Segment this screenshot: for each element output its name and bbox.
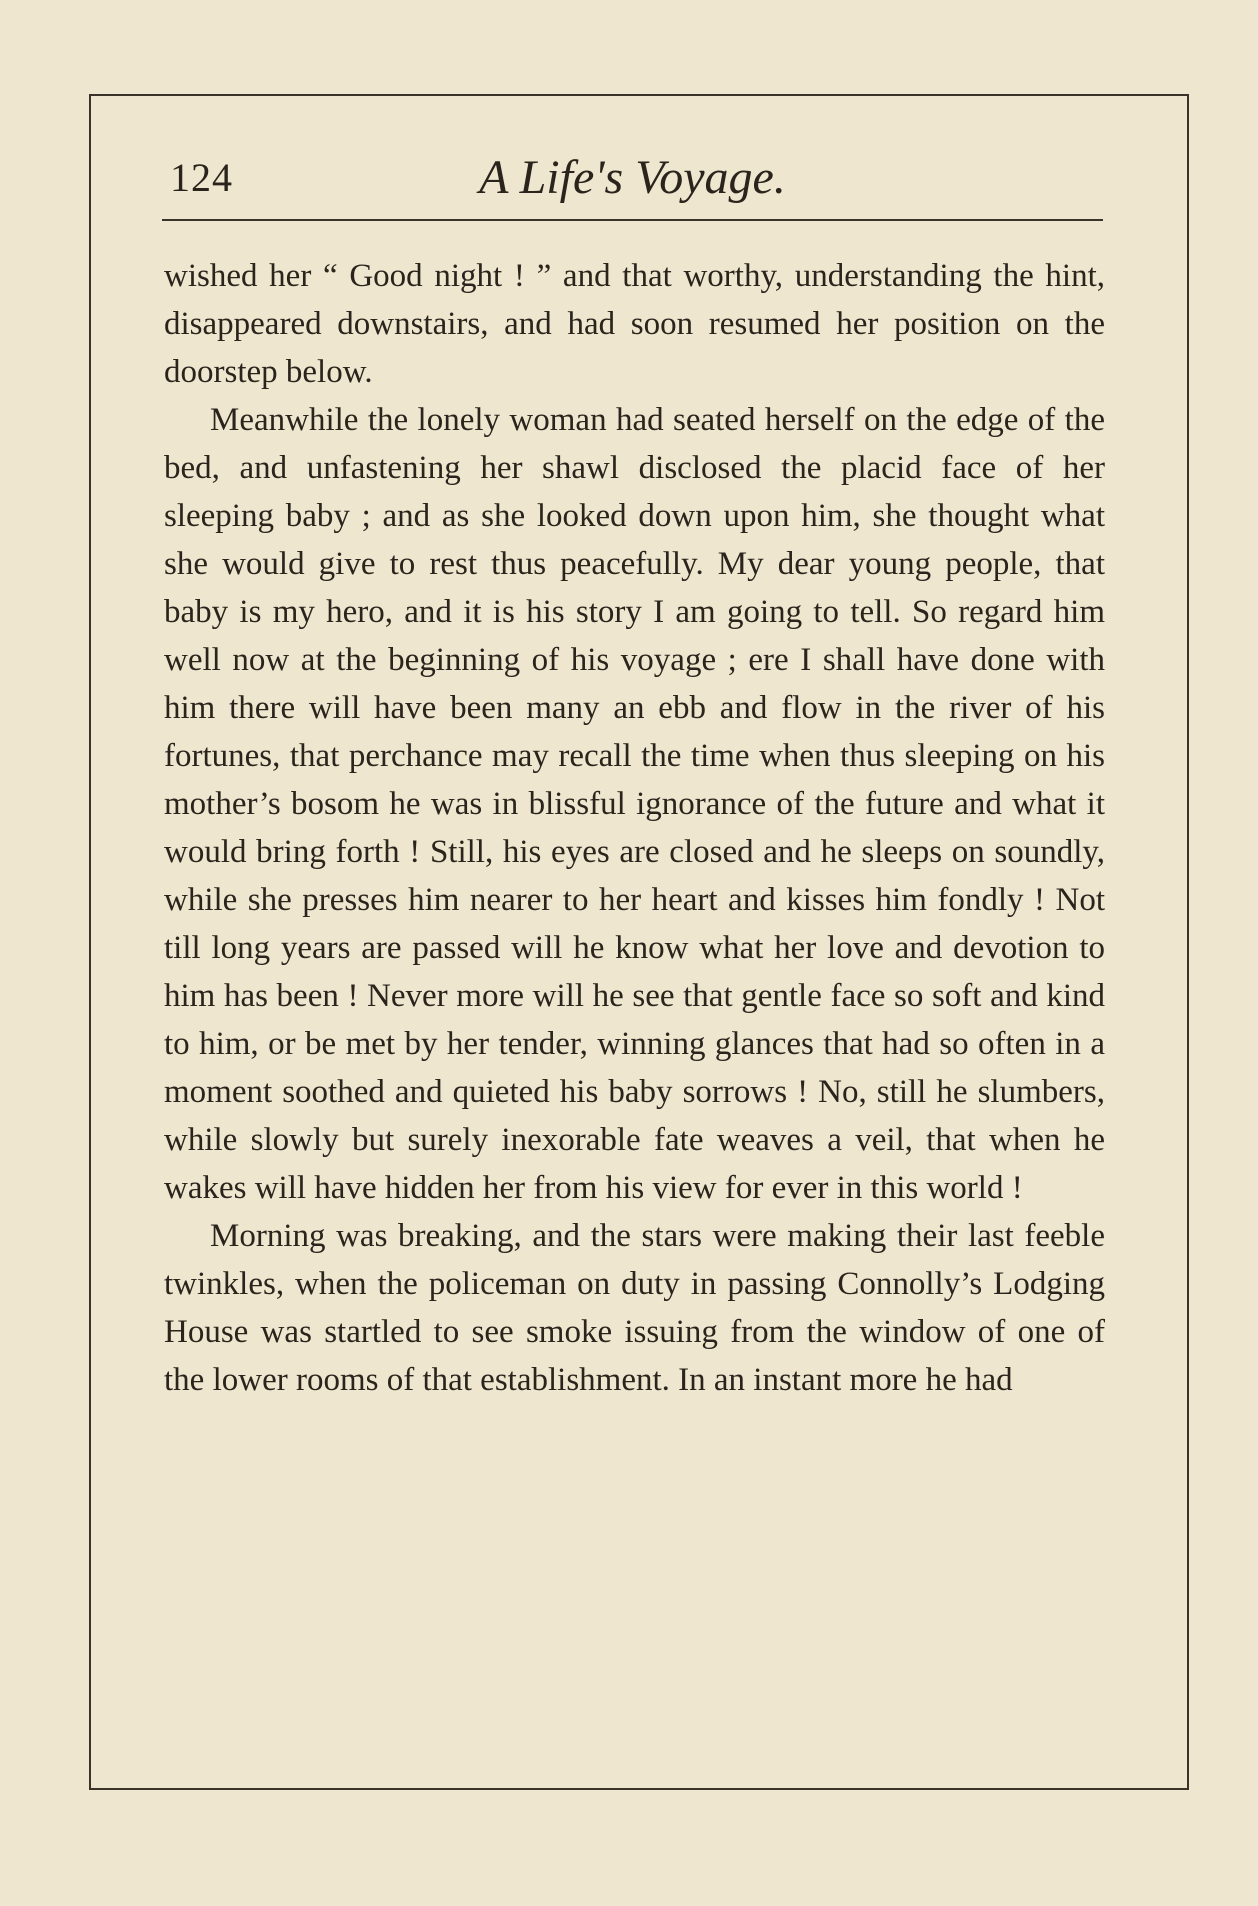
paragraph-continued: wished her “ Good night ! ” and that worthy, understanding the hint, disappeared downstairs, and had soon resumed her position on the doorstep below.: [164, 258, 1105, 390]
page-number: 124: [170, 155, 233, 200]
running-header: [162, 150, 1103, 220]
running-title: A Life's Voyage.: [479, 151, 786, 204]
paragraph: Meanwhile the lonely woman had seated herself on the edge of the bed, and unfastening her shawl disclosed the placid face of her sleeping baby ; and as she looked down upon him, she thought what she would give to rest thus peacefully. My dear young people, that baby is my hero, and it is his story I am going to tell. So regard him well now at the beginning of his voyage ; ere I shall have done with him there will have been many an ebb and flow in the river of his fortunes, that perchance may recall the time when thus sleeping on his mother’s bosom he was in blissful ignorance of the future and what it would bring forth ! Still, his eyes are closed and he sleeps on soundly, while she presses him nearer to her heart and kisses him fondly ! Not till long years are passed will he know what her love and devotion to him has been ! Never more will he see that gentle face so soft and kind to him, or be met by her tender, winning glances that had so often in a moment soothed and quieted his baby sorrows ! No, still he slumbers, while slowly but surely inexorable fate weaves a veil, that when he wakes will have hidden her from his view for ever in this world !: [164, 402, 1105, 1206]
header-rule: [162, 219, 1103, 221]
body-text: [164, 252, 1105, 1404]
paragraph: Morning was breaking, and the stars were making their last feeble twinkles, when the policeman on duty in passing Connolly’s Lodging House was startled to see smoke issuing from the window of one of the lower rooms of that establishment. In an instant more he had: [164, 1218, 1105, 1398]
